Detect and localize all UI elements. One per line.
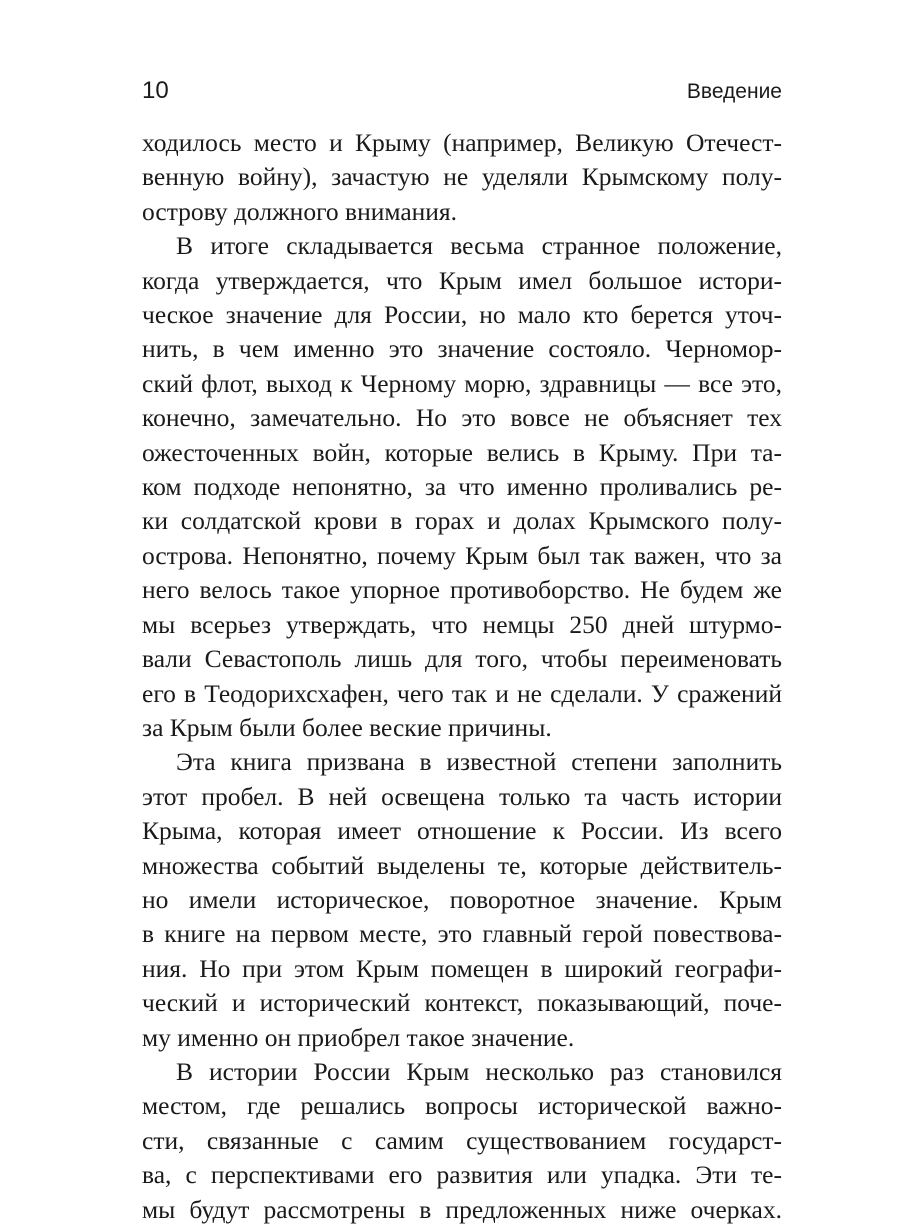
text-line: ческое значение для России, но мало кто берется уточ- bbox=[142, 300, 782, 330]
running-head: Введение bbox=[686, 80, 782, 103]
text-line: ческий и исторический контекст, показывающий, поче- bbox=[142, 988, 782, 1018]
text-line: в книге на первом месте, это главный герой повествова- bbox=[142, 919, 782, 949]
text-line: острову должного внимания. bbox=[142, 196, 458, 226]
text-line: мы всерьез утверждать, что немцы 250 дней штурмо- bbox=[142, 609, 782, 639]
text-line: ходилось место и Крыму (например, Великую Отечест- bbox=[142, 128, 782, 157]
text-line: за Крым были более веские причины. bbox=[142, 712, 552, 742]
text-line: конечно, замечательно. Но это вовсе не объясняет тех bbox=[142, 403, 782, 433]
text-line: ожесточенных войн, которые велись в Крыму. При та- bbox=[142, 437, 782, 467]
text-line: ский флот, выход к Черному морю, здравницы — все это, bbox=[142, 368, 782, 398]
text-line: множества событий выделены те, которые действитель- bbox=[142, 850, 782, 880]
paragraph bbox=[142, 745, 782, 1055]
text-line: нить, в чем именно это значение состояло. Черномор- bbox=[142, 334, 782, 364]
paragraph bbox=[142, 229, 782, 745]
page-number: 10 bbox=[142, 77, 169, 104]
text-line: вали Севастополь лишь для того, чтобы переименовать bbox=[142, 644, 782, 674]
text-line: му именно он приобрел такое значение. bbox=[142, 1022, 575, 1052]
text-line: мы будут рассмотрены в предложенных ниже очерках. bbox=[142, 1194, 782, 1224]
body-text bbox=[142, 126, 782, 1227]
text-line: венную войну), зачастую не уделяли Крымскому полу- bbox=[142, 162, 782, 192]
text-line: ком подходе непонятно, за что именно проливались ре- bbox=[142, 472, 782, 502]
text-line: но имели историческое, поворотное значение. Крым bbox=[142, 884, 782, 914]
text-line: ва, с перспективами его развития или упадка. Эти те- bbox=[142, 1160, 782, 1190]
paragraph bbox=[142, 126, 782, 229]
text-line: В итоге складывается весьма странное положение, bbox=[176, 231, 782, 261]
paragraph bbox=[142, 1055, 782, 1227]
text-line: Крыма, которая имеет отношение к России. Из всего bbox=[142, 816, 782, 846]
text-line: В истории России Крым несколько раз становился bbox=[176, 1056, 782, 1086]
text-line: острова. Непонятно, почему Крым был так важен, что за bbox=[142, 540, 782, 570]
text-line: этот пробел. В ней освещена только та часть истории bbox=[142, 781, 782, 811]
text-line: ния. Но при этом Крым помещен в широкий географи- bbox=[142, 953, 782, 983]
text-line: когда утверждается, что Крым имел большое истори- bbox=[142, 265, 782, 295]
text-line: ки солдатской крови в горах и долах Крымского полу- bbox=[142, 506, 782, 536]
text-line: его в Теодорихсхафен, чего так и не сделали. У сражений bbox=[142, 678, 782, 708]
text-line: него велось такое упорное противоборство. Не будем же bbox=[142, 575, 782, 605]
text-line: сти, связанные с самим существованием государст- bbox=[142, 1125, 782, 1155]
text-line: местом, где решались вопросы исторической важно- bbox=[142, 1091, 782, 1121]
text-line: Эта книга призвана в известной степени заполнить bbox=[176, 747, 782, 777]
